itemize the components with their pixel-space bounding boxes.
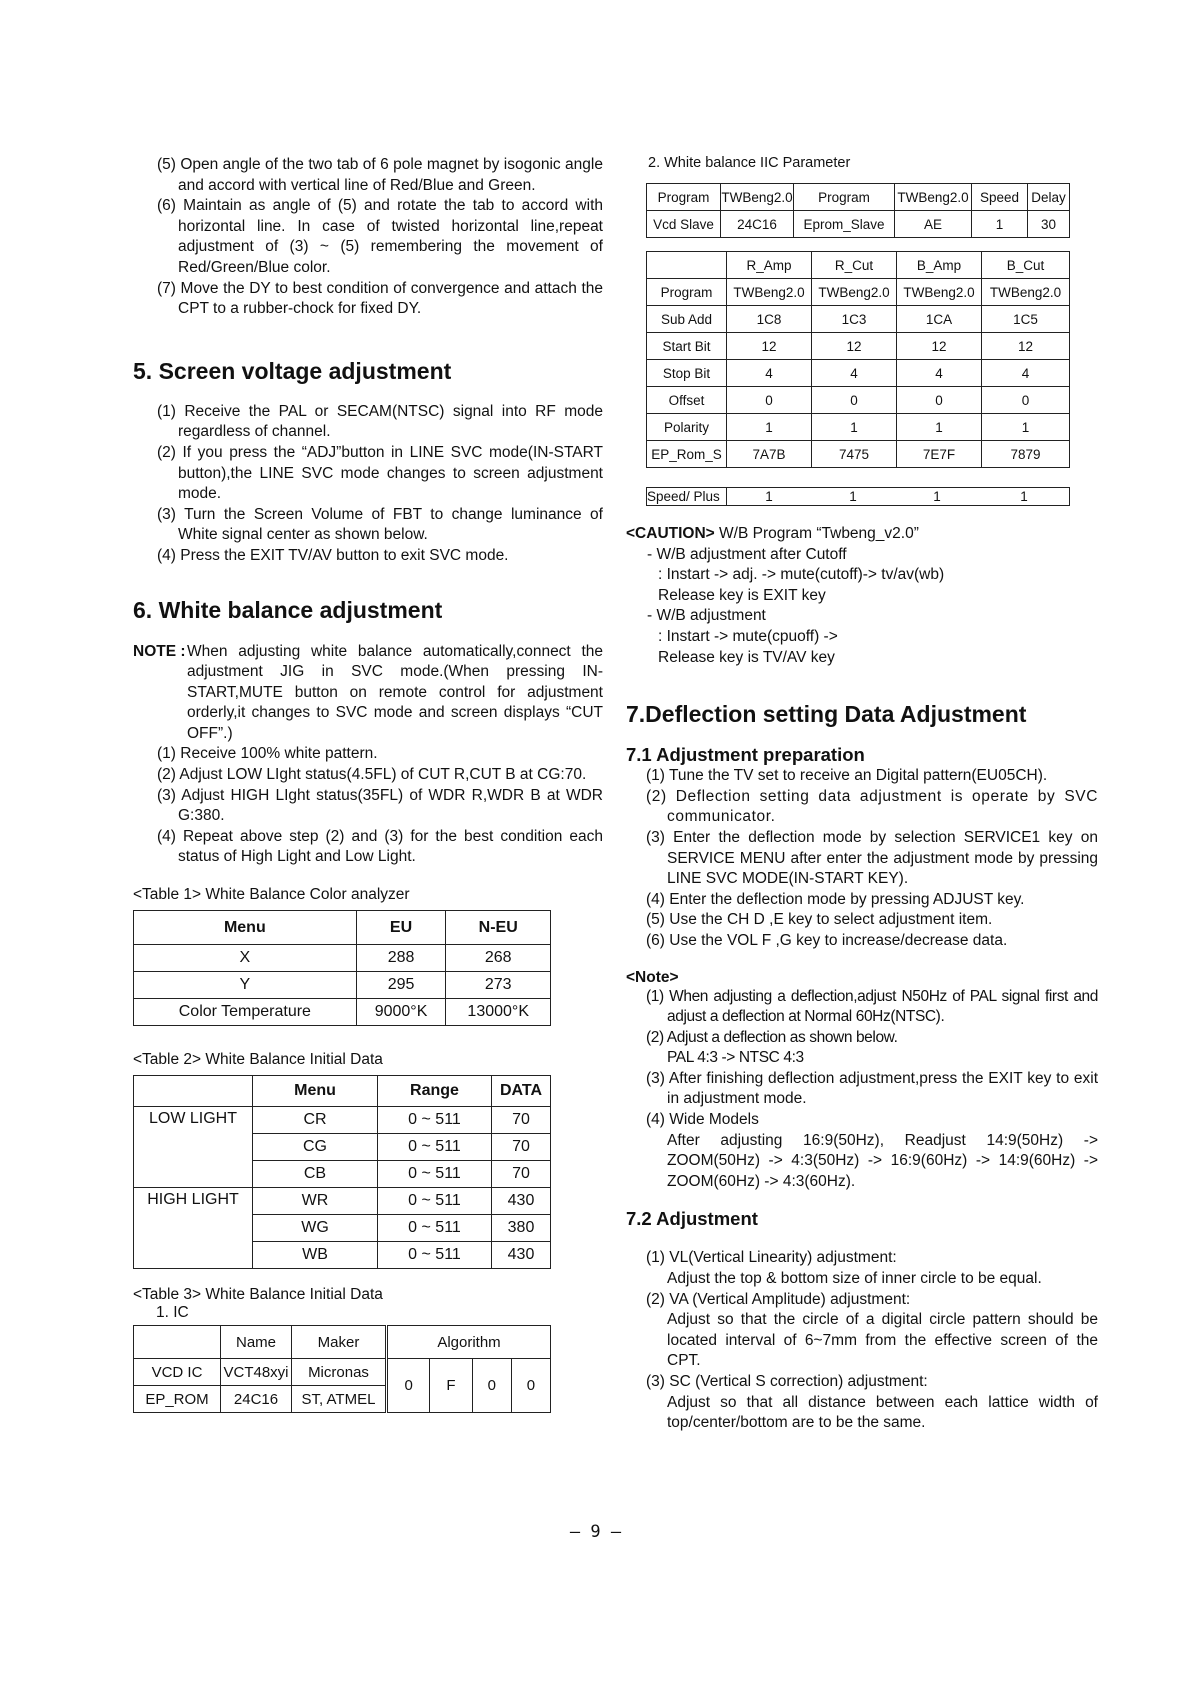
t3-cell: VCT48xyi <box>221 1359 292 1386</box>
t3-header: Maker <box>292 1326 387 1359</box>
param-cell: Sub Add <box>647 306 727 333</box>
s72-item-3: (3) SC (Vertical S correction) adjustment: <box>646 1373 928 1390</box>
t2-cell: 0 ~ 511 <box>378 1215 492 1242</box>
param-cell: 7E7F <box>897 441 982 468</box>
param-header <box>647 252 727 279</box>
s71-item-2: (2) Deflection setting data adjustment is operate by SVC communicator. <box>646 787 1098 826</box>
section-7-title: 7.Deflection setting Data Adjustment <box>626 701 1027 728</box>
t3-header: Algorithm <box>387 1326 551 1359</box>
t1-cell: 273 <box>446 972 551 999</box>
caution-title <box>626 524 1098 545</box>
param-cell: 1C8 <box>727 306 812 333</box>
t1-header: Menu <box>134 911 357 945</box>
t2-header: DATA <box>492 1076 551 1107</box>
t2-cell: 70 <box>492 1134 551 1161</box>
param-header: B_Cut <box>982 252 1070 279</box>
s5-item-4: (4) Press the EXIT TV/AV button to exit SVC mode. <box>157 546 509 564</box>
t2-cell: WR <box>253 1188 378 1215</box>
speed-cell: Speed/ Plus <box>647 488 727 506</box>
iic-cell: Eprom_Slave <box>794 211 895 238</box>
param-cell: 1C5 <box>982 306 1070 333</box>
t1-cell: Color Temperature <box>134 999 357 1026</box>
section-7-1-title: 7.1 Adjustment preparation <box>626 744 865 766</box>
param-cell: 1 <box>727 414 812 441</box>
caution-line: - W/B adjustment <box>647 607 766 625</box>
t2-cell: 380 <box>492 1215 551 1242</box>
t2-cell: CG <box>253 1134 378 1161</box>
speed-cell: 1 <box>727 488 812 506</box>
iic-title: 2. White balance IIC Parameter <box>648 155 851 171</box>
s72-item-1: (1) VL(Vertical Linearity) adjustment: <box>646 1249 897 1267</box>
caution-line: - W/B adjustment after Cutoff <box>647 545 847 563</box>
s71-item-3: (3) Enter the deflection mode by selection SERVICE1 key on SERVICE MENU after enter the adjustment mode by pressing LINE SVC MODE(IN-START KEY). <box>646 828 1098 888</box>
param-cell: 1CA <box>897 306 982 333</box>
s71-item-1: (1) Tune the TV set to receive an Digital pattern(EU05CH). <box>646 767 1048 785</box>
param-cell: Start Bit <box>647 333 727 360</box>
s6-item-1: (1) Receive 100% white pattern. <box>157 745 378 763</box>
param-cell: 12 <box>897 333 982 360</box>
speed-cell: 1 <box>811 488 895 506</box>
t2-group: HIGH LIGHT <box>134 1188 253 1269</box>
param-cell: 7475 <box>812 441 897 468</box>
iic-cell: 30 <box>1028 211 1070 238</box>
t2-cell: 430 <box>492 1242 551 1269</box>
section-7-1-items <box>622 766 1098 951</box>
right-column <box>626 155 1098 1434</box>
iic-cell: 24C16 <box>721 211 794 238</box>
param-cell: TWBeng2.0 <box>812 279 897 306</box>
note-items-more <box>622 1069 1098 1193</box>
note-item-1: (1) When adjusting a deflection,adjust N50Hz of PAL signal first and adjust a deflection at Normal 60Hz(NTSC). <box>646 987 1098 1026</box>
speed-cell: 1 <box>895 488 979 506</box>
param-cell: Program <box>647 279 727 306</box>
param-header: R_Cut <box>812 252 897 279</box>
t3-cell: EP_ROM <box>134 1386 221 1413</box>
param-cell: Polarity <box>647 414 727 441</box>
iic-cell: TWBeng2.0 <box>895 184 972 211</box>
iic-cell: Program <box>794 184 895 211</box>
s5-item-1: (1) Receive the PAL or SECAM(NTSC) signal into RF mode regardless of channel. <box>157 402 603 441</box>
param-table <box>646 251 1070 468</box>
t3-algorithm: 0 <box>472 1359 511 1413</box>
table-2 <box>133 1075 551 1269</box>
param-cell: 1C3 <box>812 306 897 333</box>
section-7-2-items <box>622 1248 1098 1433</box>
t2-header <box>134 1076 253 1107</box>
iic-cell: Speed <box>972 184 1028 211</box>
speed-cell: 1 <box>979 488 1070 506</box>
table-3-subcaption: 1. IC <box>156 1304 189 1322</box>
s5-item-3: (3) Turn the Screen Volume of FBT to change luminance of White signal center as shown below. <box>157 505 603 544</box>
note-item-2: (2) Adjust a deflection as shown below. <box>646 1028 898 1046</box>
t2-cell: 70 <box>492 1161 551 1188</box>
param-header: B_Amp <box>897 252 982 279</box>
iic-cell: 1 <box>972 211 1028 238</box>
caution-label: <CAUTION> <box>626 525 715 542</box>
caution-line: : Instart -> mute(cpuoff) -> <box>658 627 838 645</box>
table-3-caption: <Table 3> White Balance Initial Data <box>133 1286 383 1304</box>
t2-cell: 0 ~ 511 <box>378 1134 492 1161</box>
t1-header: N-EU <box>446 911 551 945</box>
t3-algorithm: 0 <box>387 1359 430 1413</box>
s71-item-6: (6) Use the VOL F ,G key to increase/decrease data. <box>646 931 1008 949</box>
section-5-items <box>133 402 603 567</box>
note-items <box>622 987 1098 1069</box>
t2-cell: WG <box>253 1215 378 1242</box>
s71-item-5: (5) Use the CH D ,E key to select adjustment item. <box>646 911 993 929</box>
param-cell: TWBeng2.0 <box>982 279 1070 306</box>
t2-header: Menu <box>253 1076 378 1107</box>
table-2-caption: <Table 2> White Balance Initial Data <box>133 1051 383 1069</box>
t1-cell: X <box>134 945 357 972</box>
t1-header: EU <box>356 911 446 945</box>
iic-cell: Vcd Slave <box>647 211 721 238</box>
t2-cell: 430 <box>492 1188 551 1215</box>
param-cell: 4 <box>982 360 1070 387</box>
s72-item-1b: Adjust the top & bottom size of inner circle to be equal. <box>667 1270 1042 1288</box>
param-cell: Stop Bit <box>647 360 727 387</box>
note-item-2b: PAL 4:3 -> NTSC 4:3 <box>667 1049 804 1067</box>
intro-item-6: (6) Maintain as angle of (5) and rotate the tab to accord with horizontal line. In case of twisted horizontal line,repeat adjustment of (3) ~ (5) remembering the movement of Red/Green/Blue color. <box>157 197 603 276</box>
t1-cell: 295 <box>356 972 446 999</box>
t3-header <box>134 1326 221 1359</box>
intro-item-7: (7) Move the DY to best condition of convergence and attach the CPT to a rubber-chock for fixed DY. <box>157 279 603 318</box>
caution-block <box>626 524 1098 668</box>
note-label: NOTE : <box>133 642 186 660</box>
t2-cell: CR <box>253 1107 378 1134</box>
section-6-title: 6. White balance adjustment <box>133 596 443 623</box>
param-cell: 1 <box>897 414 982 441</box>
param-cell: 1 <box>982 414 1070 441</box>
t3-header: Name <box>221 1326 292 1359</box>
s6-item-4: (4) Repeat above step (2) and (3) for the best condition each status of High Light and Low Light. <box>157 827 603 866</box>
param-cell: 7A7B <box>727 441 812 468</box>
param-cell: 12 <box>982 333 1070 360</box>
note-title: <Note> <box>626 968 679 986</box>
t3-algorithm: F <box>430 1359 473 1413</box>
section-6-items <box>133 744 603 868</box>
s72-item-2: (2) VA (Vertical Amplitude) adjustment: <box>646 1290 911 1308</box>
caution-line: Release key is TV/AV key <box>658 648 835 666</box>
t3-cell: 24C16 <box>221 1386 292 1413</box>
param-cell: TWBeng2.0 <box>897 279 982 306</box>
note-text: When adjusting white balance automatically,connect the adjustment JIG in SVC mode.(When pressing IN-START,MUTE button on remote control for adjustment orderly,it changes to SVC mode and screen displays “CUT OFF”.) <box>187 642 603 742</box>
table-1 <box>133 910 551 1026</box>
t1-cell: 268 <box>446 945 551 972</box>
t2-cell: 0 ~ 511 <box>378 1188 492 1215</box>
param-cell: TWBeng2.0 <box>727 279 812 306</box>
s72-item-2b: Adjust so that the circle of a digital circle pattern should be located interval of 6~7mm from the effective screen of the CPT. <box>667 1311 1098 1370</box>
page-number: – 9 – <box>569 1522 622 1542</box>
param-cell: EP_Rom_S <box>647 441 727 468</box>
t2-group: LOW LIGHT <box>134 1107 253 1188</box>
param-cell: 0 <box>982 387 1070 414</box>
t2-cell: CB <box>253 1161 378 1188</box>
s72-item-3b: Adjust so that all distance between each lattice width of top/center/bottom are to be the same. <box>667 1393 1098 1432</box>
param-cell: Offset <box>647 387 727 414</box>
t2-cell: WB <box>253 1242 378 1269</box>
t3-cell: Micronas <box>292 1359 387 1386</box>
param-cell: 1 <box>812 414 897 441</box>
param-cell: 4 <box>727 360 812 387</box>
param-cell: 7879 <box>982 441 1070 468</box>
param-cell: 0 <box>897 387 982 414</box>
intro-items <box>133 155 603 320</box>
t3-cell: VCD IC <box>134 1359 221 1386</box>
param-cell: 12 <box>812 333 897 360</box>
note-item-3: (3) After finishing deflection adjustment,press the EXIT key to exit in adjustment mode. <box>646 1069 1098 1108</box>
t2-cell: 0 ~ 511 <box>378 1242 492 1269</box>
param-cell: 4 <box>812 360 897 387</box>
table-1-caption: <Table 1> White Balance Color analyzer <box>133 886 410 904</box>
caution-line: Release key is EXIT key <box>658 586 826 604</box>
t1-cell: 13000°K <box>446 999 551 1026</box>
t2-cell: 0 ~ 511 <box>378 1161 492 1188</box>
section-7-2-title: 7.2 Adjustment <box>626 1208 758 1230</box>
section-6-note <box>133 642 603 745</box>
iic-cell: Program <box>647 184 721 211</box>
iic-cell: Delay <box>1028 184 1070 211</box>
note-item-4b: After adjusting 16:9(50Hz), Readjust 14:9(50Hz) -> ZOOM(50Hz) -> 4:3(50Hz) -> 16:9(60Hz) -> 14:9(60Hz) -> ZOOM(60Hz) -> 4:3(60Hz). <box>667 1131 1098 1190</box>
t2-cell: 70 <box>492 1107 551 1134</box>
caution-line: : Instart -> adj. -> mute(cutoff)-> tv/av(wb) <box>658 566 945 584</box>
param-cell: 12 <box>727 333 812 360</box>
section-5-title: 5. Screen voltage adjustment <box>133 357 452 384</box>
t2-header: Range <box>378 1076 492 1107</box>
param-header: R_Amp <box>727 252 812 279</box>
table-3 <box>133 1325 551 1413</box>
t1-cell: 288 <box>356 945 446 972</box>
iic-cell: TWBeng2.0 <box>721 184 794 211</box>
t3-cell: ST, ATMEL <box>292 1386 387 1413</box>
t3-algorithm: 0 <box>511 1359 550 1413</box>
s5-item-2: (2) If you press the “ADJ”button in LINE SVC mode(IN-START button),the LINE SVC mode changes to screen adjustment mode. <box>157 443 603 503</box>
t1-cell: 9000°K <box>356 999 446 1026</box>
iic-table <box>646 183 1070 238</box>
t1-cell: Y <box>134 972 357 999</box>
speed-table <box>646 487 1070 506</box>
param-cell: 4 <box>897 360 982 387</box>
intro-item-5: (5) Open angle of the two tab of 6 pole magnet by isogonic angle and accord with vertical line of Red/Blue and Green. <box>157 156 603 194</box>
s71-item-4: (4) Enter the deflection mode by pressing ADJUST key. <box>646 890 1025 908</box>
iic-cell: AE <box>895 211 972 238</box>
caution-text: W/B Program “Twbeng_v2.0” <box>714 525 919 542</box>
s6-item-3: (3) Adjust HIGH LIght status(35FL) of WDR R,WDR B at WDR G:380. <box>157 786 603 825</box>
s6-item-2: (2) Adjust LOW LIght status(4.5FL) of CUT R,CUT B at CG:70. <box>157 766 587 784</box>
left-column <box>133 155 603 1413</box>
note-item-4: (4) Wide Models <box>646 1111 759 1129</box>
param-cell: 0 <box>812 387 897 414</box>
t2-cell: 0 ~ 511 <box>378 1107 492 1134</box>
param-cell: 0 <box>727 387 812 414</box>
